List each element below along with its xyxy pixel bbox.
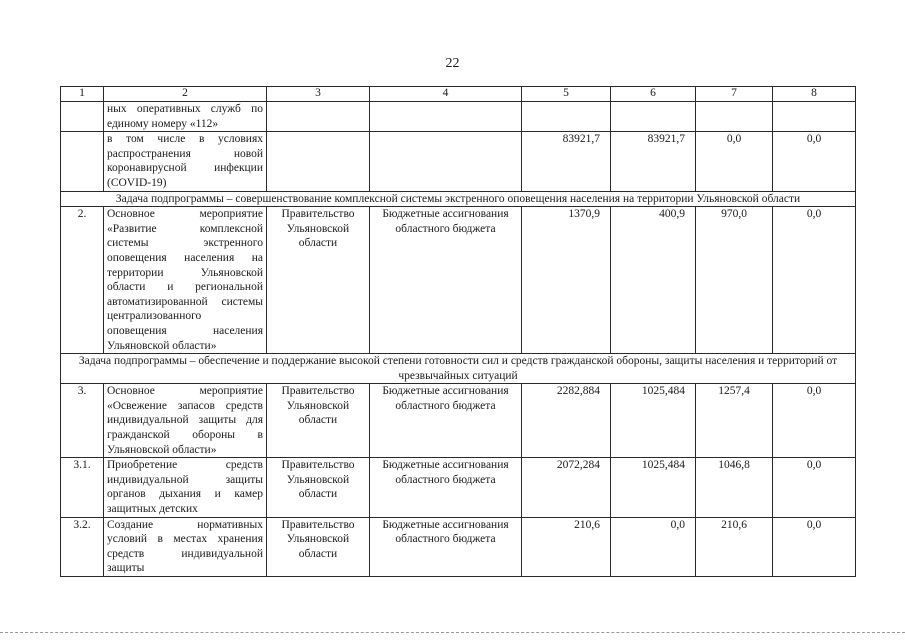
table-row xyxy=(61,132,856,191)
header-cell-5: 5 xyxy=(522,87,611,102)
row-source: Бюджетные ассигнования областного бюджета xyxy=(370,458,522,517)
task-row xyxy=(61,354,856,384)
row-value-8: 0,0 xyxy=(773,458,856,517)
row-source xyxy=(370,102,522,132)
row-name: Создание нормативных условий в местах хранения средств индивидуальной защиты xyxy=(104,517,267,576)
row-name: Основное мероприятие «Освежение запасов средств индивидуальной защиты для гражданской обороны в Ульяновской области» xyxy=(104,384,267,458)
page-number: 22 xyxy=(445,56,460,71)
row-value-8: 0,0 xyxy=(773,384,856,458)
row-value-5: 83921,7 xyxy=(522,132,611,191)
budget-table xyxy=(60,86,856,577)
row-executor: Правительство Ульяновской области xyxy=(267,458,370,517)
row-value-6: 0,0 xyxy=(611,517,696,576)
header-cell-2: 2 xyxy=(104,87,267,102)
header-cell-1: 1 xyxy=(61,87,104,102)
row-source: Бюджетные ассигнования областного бюджета xyxy=(370,207,522,354)
row-value-5: 2072,284 xyxy=(522,458,611,517)
header-cell-4: 4 xyxy=(370,87,522,102)
table-row xyxy=(61,384,856,458)
row-value-5: 2282,884 xyxy=(522,384,611,458)
task-heading: Задача подпрограммы – совершенствование комплексной системы экстренного оповещения населения на территории Ульяновской области xyxy=(61,191,856,207)
row-value-7: 970,0 xyxy=(696,207,773,354)
row-name: Приобретение средств индивидуальной защиты органов дыхания и камер защитных детских xyxy=(104,458,267,517)
table-row xyxy=(61,458,856,517)
row-number xyxy=(61,132,104,191)
table-row xyxy=(61,102,856,132)
row-executor xyxy=(267,132,370,191)
header-cell-6: 6 xyxy=(611,87,696,102)
row-name: ных оперативных служб по единому номеру «112» xyxy=(104,102,267,132)
row-executor: Правительство Ульяновской области xyxy=(267,207,370,354)
row-value-7: 210,6 xyxy=(696,517,773,576)
row-name: Основное мероприятие «Развитие комплексной системы экстренного оповещения населения на территории Ульяновской области и региональной автоматизированной системы централизованного оповещения населения Ульяновской области» xyxy=(104,207,267,354)
task-row xyxy=(61,191,856,207)
row-executor xyxy=(267,102,370,132)
task-heading: Задача подпрограммы – обеспечение и поддержание высокой степени готовности сил и средств гражданской обороны, защиты населения и территорий от чрезвычайных ситуаций xyxy=(61,354,856,384)
table-row xyxy=(61,517,856,576)
row-value-8: 0,0 xyxy=(773,207,856,354)
table-row xyxy=(61,207,856,354)
row-value-5: 1370,9 xyxy=(522,207,611,354)
row-executor: Правительство Ульяновской области xyxy=(267,517,370,576)
row-value-7: 0,0 xyxy=(696,132,773,191)
row-value-6: 1025,484 xyxy=(611,384,696,458)
row-executor: Правительство Ульяновской области xyxy=(267,384,370,458)
row-value-6 xyxy=(611,102,696,132)
row-value-6: 83921,7 xyxy=(611,132,696,191)
row-value-5: 210,6 xyxy=(522,517,611,576)
row-source xyxy=(370,132,522,191)
row-value-8: 0,0 xyxy=(773,132,856,191)
row-value-8: 0,0 xyxy=(773,517,856,576)
header-cell-8: 8 xyxy=(773,87,856,102)
row-number: 3. xyxy=(61,384,104,458)
row-source: Бюджетные ассигнования областного бюджета xyxy=(370,517,522,576)
row-value-8 xyxy=(773,102,856,132)
row-value-5 xyxy=(522,102,611,132)
row-name: в том числе в условиях распространения новой коронавирусной инфекции (COVID-19) xyxy=(104,132,267,191)
row-value-7: 1257,4 xyxy=(696,384,773,458)
header-cell-3: 3 xyxy=(267,87,370,102)
row-value-6: 400,9 xyxy=(611,207,696,354)
row-number: 3.1. xyxy=(61,458,104,517)
row-number xyxy=(61,102,104,132)
row-value-7 xyxy=(696,102,773,132)
row-value-6: 1025,484 xyxy=(611,458,696,517)
row-number: 3.2. xyxy=(61,517,104,576)
row-source: Бюджетные ассигнования областного бюджета xyxy=(370,384,522,458)
scan-edge-line xyxy=(0,632,905,634)
header-row xyxy=(61,87,856,102)
row-number: 2. xyxy=(61,207,104,354)
row-value-7: 1046,8 xyxy=(696,458,773,517)
header-cell-7: 7 xyxy=(696,87,773,102)
